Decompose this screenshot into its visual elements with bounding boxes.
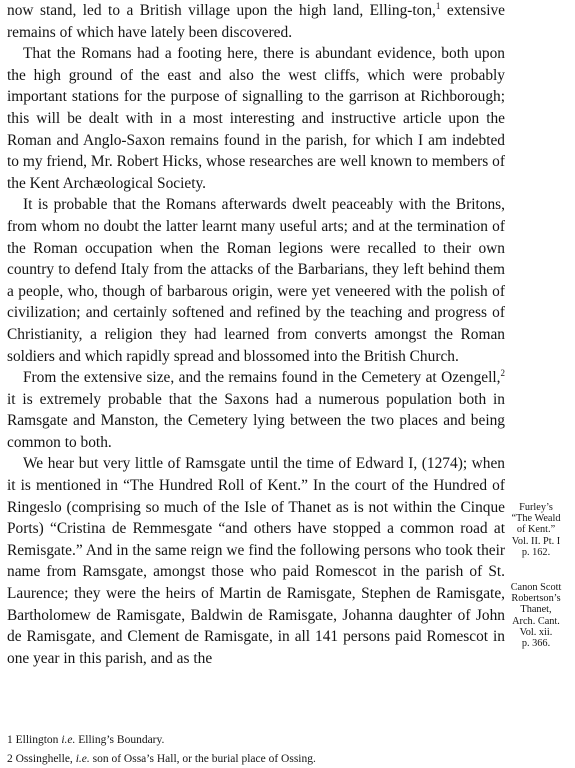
footnote-abbrev: i.e. [61, 734, 76, 746]
margin-note-line: of Kent.” [516, 524, 556, 536]
margin-note-line: “The Weald [511, 513, 561, 525]
paragraph: We hear but very little of Ramsgate until the time of Edward I, (1274); when it is mentioned in “The Hundred Roll of Kent.” In the court of the Hundred of Ringeslo (comprising so much of the Isle of Thanet as is not within the Cinque Ports) “Cristina de Remmesgate “and others have stopped a common road at Remisgate.” And in the same reign we find the following persons who took their name from Ramsgate, amongst those who paid Romescot in the parish of St. Laurence; they were the heirs of Martin de Ramisgate, Stephen de Ramisgate, Bartholomew de Ramisgate, Baldwin de Ramisgate, Johanna daughter of John de Ramisgate, and Clement de Ramisgate, in all 141 persons paid Romescot in one year in this parish, and as the [7, 455, 505, 667]
paragraph-text: it is extremely probable that the Saxons had a numerous population both in Ramsgate and Manston, the Cemetery lying between the two places and being common to both. [7, 390, 505, 451]
margin-note-robertson [503, 582, 569, 649]
margin-note-furley [503, 502, 569, 558]
paragraph [7, 367, 505, 453]
margin-note-line: Thanet, [520, 604, 552, 616]
footnotes [7, 731, 507, 768]
paragraph: That the Romans had a footing here, there is abundant evidence, both upon the high ground of the east and also the west cliffs, which were probably important stations for the purpose of signalling to the garrison at Richborough; this will be dealt with in a most interesting and instructive article upon the Roman and Anglo-Saxon remains found in the parish, for which I am indebted to my friend, Mr. Robert Hicks, whose researches are well known to members of the Kent Archæological Society. [7, 45, 505, 192]
margin-note-line: p. 366. [521, 638, 551, 650]
footnote-text: son of Ossa’s Hall, or the burial place of Ossing. [89, 752, 316, 765]
margin-note-line: Furley’s [519, 502, 553, 513]
paragraph [7, 0, 505, 43]
footnote-text: Ellington [15, 734, 62, 746]
footnote-number: 1 [7, 734, 13, 746]
footnote-number: 2 [7, 752, 13, 765]
margin-note-line: Vol. II. Pt. I [511, 535, 561, 547]
footnote-1 [7, 731, 507, 750]
footnote-ref: 1 [435, 1, 441, 11]
margin-note-line: Robertson’s [511, 593, 561, 605]
margin-note-line: Arch. Cant. [512, 615, 560, 627]
margin-note-line: Canon Scott [510, 582, 562, 593]
margin-note-line: Vol. xii. [519, 626, 553, 638]
body-text [7, 0, 505, 669]
footnote-text: Elling’s Boundary. [75, 734, 165, 746]
margin-note-line: p. 162. [521, 546, 551, 558]
footnote-abbrev: i.e. [75, 752, 90, 765]
footnote-text: Ossinghelle, [15, 752, 76, 765]
footnote-2 [7, 750, 507, 768]
footnote-ref: 2 [500, 368, 505, 379]
paragraph-text: now stand, led to a British village upon the high land, Elling-ton, [7, 2, 436, 19]
paragraph: It is probable that the Romans afterwards dwelt peaceably with the Britons, from whom no doubt the latter learnt many useful arts; and at the termination of the Roman occupation when the Roman legions were recalled to their own country to defend Italy from the attacks of the Barbarians, they left behind them a people, who, though of barbarous origin, were yet veneered with the polish of civilization; and certainly softened and refined by the teaching and progress of Christianity, a religion they had learned from converts amongst the Roman soldiers and which rapidly spread and blossomed into the British Church. [7, 196, 505, 365]
paragraph-text: From the extensive size, and the remains found in the Cemetery at Ozengell, [23, 369, 501, 387]
paragraph-text: extensive remains of which have lately been discovered. [7, 2, 506, 41]
